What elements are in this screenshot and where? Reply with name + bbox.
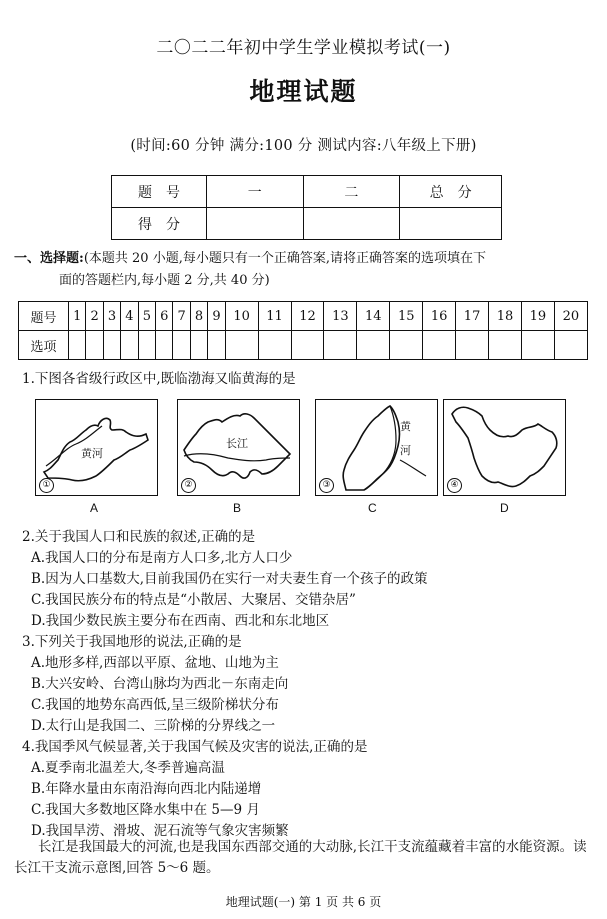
answer-blank-cell[interactable] [190, 331, 207, 360]
map-option-3[interactable] [315, 399, 438, 496]
answer-blank-cell[interactable] [225, 331, 258, 360]
map-option-4[interactable] [443, 399, 566, 496]
answer-blank-cell[interactable] [423, 331, 456, 360]
answer-number-cell: 19 [521, 302, 554, 331]
answer-number-cell: 10 [225, 302, 258, 331]
answer-blank-cell[interactable] [86, 331, 103, 360]
map-caption: A [90, 501, 99, 515]
answer-number-cell: 15 [390, 302, 423, 331]
question-2-option: A.我国人口的分布是南方人口多,北方人口少 [31, 550, 293, 566]
score-cell-header: 题 号 [112, 176, 207, 208]
question-2-stem: 2.关于我国人口和民族的叙述,正确的是 [22, 529, 256, 545]
province-outline-icon [444, 400, 565, 495]
page-footer: 地理试题(一) 第 1 页 共 6 页 [225, 895, 382, 909]
section-instruction-line: 面的答题栏内,每小题 2 分,共 40 分) [59, 273, 270, 288]
question-4-stem: 4.我国季风气候显著,关于我国气候及灾害的说法,正确的是 [22, 739, 368, 755]
answer-table [18, 301, 588, 360]
answer-blank-cell[interactable] [258, 331, 291, 360]
map-option-2[interactable] [177, 399, 300, 496]
answer-blank-cell[interactable] [291, 331, 324, 360]
score-blank-cell[interactable] [400, 208, 502, 240]
question-3-option: B.大兴安岭、台湾山脉均为西北－东南走向 [31, 676, 289, 692]
answer-number-cell: 8 [190, 302, 207, 331]
map-number: ① [39, 478, 54, 493]
map-river-label: 长江 [226, 437, 248, 450]
score-blank-cell[interactable] [303, 208, 400, 240]
answer-number-cell: 1 [69, 302, 86, 331]
answer-blank-cell[interactable] [390, 331, 423, 360]
answer-blank-cell[interactable] [173, 331, 190, 360]
answer-blank-cell[interactable] [208, 331, 225, 360]
answer-number-cell: 16 [423, 302, 456, 331]
map-caption: C [368, 501, 377, 515]
answer-blank-cell[interactable] [489, 331, 522, 360]
score-table [111, 175, 502, 240]
answer-number-cell: 5 [138, 302, 155, 331]
map-caption: D [500, 501, 509, 515]
answer-row-label: 选项 [19, 331, 69, 360]
answer-number-cell: 12 [291, 302, 324, 331]
answer-number-cell: 20 [554, 302, 587, 331]
question-2-option: B.因为人口基数大,目前我国仍在实行一对夫妻生育一个孩子的政策 [31, 571, 428, 587]
answer-number-cell: 18 [489, 302, 522, 331]
score-blank-cell[interactable] [206, 208, 303, 240]
answer-option-row [19, 331, 588, 360]
answer-blank-cell[interactable] [357, 331, 390, 360]
question-4-option: B.年降水量由东南沿海向西北内陆递增 [31, 781, 262, 797]
map-caption: B [233, 501, 242, 515]
answer-number-row [19, 302, 588, 331]
question-3-stem: 3.下列关于我国地形的说法,正确的是 [22, 634, 242, 650]
score-table-score-row [112, 208, 502, 240]
answer-number-cell: 3 [103, 302, 120, 331]
question-3-option: A.地形多样,西部以平原、盆地、山地为主 [31, 655, 279, 671]
answer-blank-cell[interactable] [103, 331, 120, 360]
question-2-option: C.我国民族分布的特点是“小散居、大聚居、交错杂居” [31, 592, 356, 608]
score-cell-header: 二 [303, 176, 400, 208]
answer-blank-cell[interactable] [156, 331, 173, 360]
score-table-header-row [112, 176, 502, 208]
answer-blank-cell[interactable] [138, 331, 155, 360]
map-option-1[interactable] [35, 399, 158, 496]
map-number: ④ [447, 478, 462, 493]
answer-number-cell: 13 [324, 302, 357, 331]
question-4-option: D.我国旱涝、滑坡、泥石流等气象灾害频繁 [31, 823, 289, 839]
answer-number-cell: 2 [86, 302, 103, 331]
answer-blank-cell[interactable] [554, 331, 587, 360]
reading-passage: 长江是我国最大的河流,也是我国东西部交通的大动脉,长江干支流蕴藏着丰富的水能资源。读长江干支流示意图,回答 5～6 题。 [14, 839, 587, 876]
answer-number-cell: 7 [173, 302, 190, 331]
answer-number-cell: 14 [357, 302, 390, 331]
answer-number-cell: 9 [208, 302, 225, 331]
answer-blank-cell[interactable] [521, 331, 554, 360]
answer-blank-cell[interactable] [69, 331, 86, 360]
question-4-option: A.夏季南北温差大,冬季普遍高温 [31, 760, 225, 776]
section-instructions [14, 248, 596, 292]
question-2-option: D.我国少数民族主要分布在西南、西北和东北地区 [31, 613, 330, 629]
province-outline-icon [316, 400, 437, 495]
question-3-option: D.太行山是我国二、三阶梯的分界线之一 [31, 718, 276, 734]
answer-number-cell: 11 [258, 302, 291, 331]
score-row-label: 得 分 [112, 208, 207, 240]
map-number: ③ [319, 478, 334, 493]
map-river-label: 河 [400, 444, 411, 457]
answer-blank-cell[interactable] [456, 331, 489, 360]
section-instruction-line: (本题共 20 小题,每小题只有一个正确答案,请将正确答案的选项填在下 [83, 251, 486, 266]
answer-row-label: 题号 [19, 302, 69, 331]
question-3-option: C.我国的地势东高西低,呈三级阶梯状分布 [31, 697, 279, 713]
map-river-label: 黄河 [81, 447, 103, 460]
score-cell-header: 总 分 [400, 176, 502, 208]
question-1-stem: 1.下图各省级行政区中,既临渤海又临黄海的是 [22, 371, 296, 387]
answer-blank-cell[interactable] [324, 331, 357, 360]
exam-info: (时间:60 分钟 满分:100 分 测试内容:八年级上下册) [130, 138, 477, 154]
exam-title: 二〇二二年初中学生学业模拟考试(一) [156, 38, 451, 58]
subject-title: 地理试题 [249, 77, 358, 106]
score-cell-header: 一 [206, 176, 303, 208]
answer-number-cell: 17 [456, 302, 489, 331]
answer-number-cell: 4 [121, 302, 138, 331]
section-label: 一、选择题: [14, 251, 84, 266]
map-river-label: 黄 [400, 420, 411, 433]
answer-number-cell: 6 [156, 302, 173, 331]
map-number: ② [181, 478, 196, 493]
answer-blank-cell[interactable] [121, 331, 138, 360]
question-4-option: C.我国大多数地区降水集中在 5—9 月 [31, 802, 260, 818]
